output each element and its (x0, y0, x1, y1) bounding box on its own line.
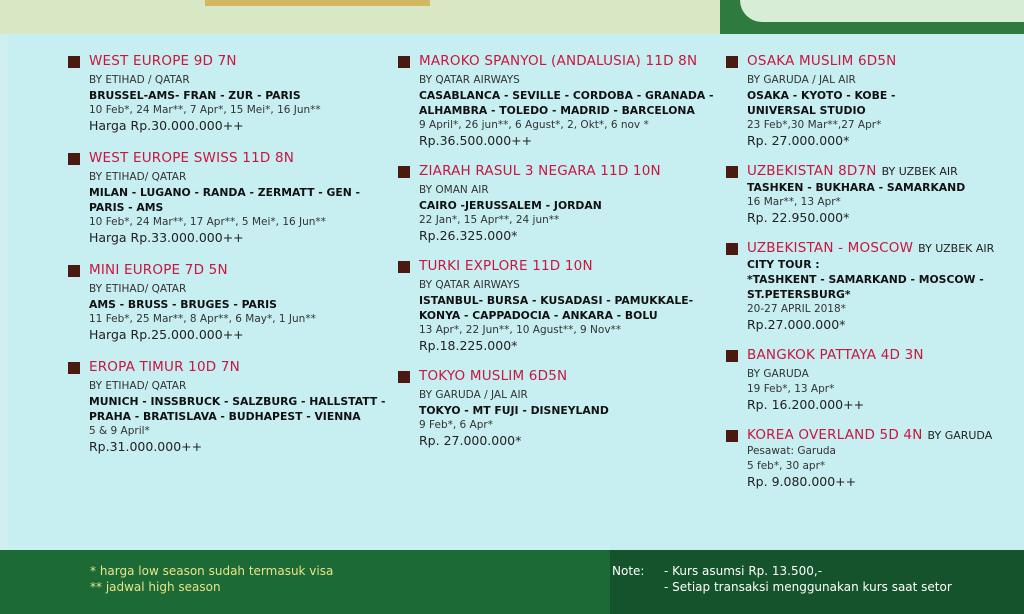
package-price: Rp.26.325.000* (419, 228, 518, 243)
note-line: - Setiap transaksi menggunakan kurs saat setor (664, 580, 952, 594)
package-details (726, 180, 1024, 226)
tour-package (726, 240, 1024, 333)
package-dates-line: 10 Feb*, 24 Mar**, 17 Apr**, 5 Mei*, 16 Jun** (89, 216, 326, 228)
note-lines (664, 563, 952, 595)
package-route-line: TASHKEN - BUKHARA - SAMARKAND (747, 181, 966, 194)
package-route-line: AMS - BRUSS - BRUGES - PARIS (89, 298, 277, 311)
square-bullet-icon (726, 56, 738, 68)
tour-package (726, 163, 1024, 226)
package-name: MAROKO SPANYOL (ANDALUSIA) 11D 8N (419, 53, 698, 69)
package-airline: BY ETIHAD / QATAR (89, 74, 190, 86)
tour-package (726, 53, 1024, 149)
package-price: Rp.36.500.000++ (419, 133, 533, 148)
package-title (68, 359, 388, 376)
package-title (68, 262, 388, 279)
tour-package (726, 347, 1024, 413)
package-name: UZBEKISTAN - MOSCOW (747, 240, 914, 256)
tour-package (398, 258, 718, 354)
package-price: Rp.18.225.000* (419, 338, 518, 353)
square-bullet-icon (68, 362, 80, 374)
package-title (398, 258, 718, 275)
square-bullet-icon (398, 261, 410, 273)
package-route-line: TOKYO - MT FUJI - DISNEYLAND (419, 404, 609, 417)
package-name: ZIARAH RASUL 3 NEGARA 11D 10N (419, 163, 661, 179)
top-decorative-band (0, 0, 1024, 34)
package-airline-inline: BY UZBEK AIR (918, 242, 995, 255)
package-route-line: MILAN - LUGANO - RANDA - ZERMATT - GEN - (89, 186, 361, 199)
package-dates-line: 5 feb*, 30 apr* (747, 460, 826, 472)
package-airline: BY GARUDA / JAL AIR (747, 74, 856, 86)
package-price: Harga Rp.30.000.000++ (89, 118, 244, 133)
package-name: BANGKOK PATTAYA 4D 3N (747, 347, 924, 363)
package-details (726, 367, 1024, 413)
package-airline: BY GARUDA / JAL AIR (419, 389, 528, 401)
tour-package (398, 368, 718, 449)
note (612, 563, 952, 595)
package-name: TURKI EXPLORE 11D 10N (419, 258, 593, 274)
package-dates-line: 9 Feb*, 6 Apr* (419, 419, 493, 431)
package-route-line: PARIS - AMS (89, 201, 164, 214)
package-details (398, 183, 718, 244)
package-airline: BY QATAR AIRWAYS (419, 279, 520, 291)
package-price: Harga Rp.33.000.000++ (89, 230, 244, 245)
square-bullet-icon (68, 265, 80, 277)
square-bullet-icon (726, 166, 738, 178)
package-name: MINI EUROPE 7D 5N (89, 262, 228, 278)
package-details (68, 73, 388, 134)
package-dates-line: 13 Apr*, 22 Jun**, 10 Agust**, 9 Nov** (419, 324, 622, 336)
package-column-3 (726, 53, 1024, 504)
package-details (398, 278, 718, 354)
tour-package (68, 262, 388, 343)
package-price: Rp. 22.950.000* (747, 210, 850, 225)
package-dates-line: 5 & 9 April* (89, 425, 150, 437)
package-price: Rp. 27.000.000* (419, 433, 522, 448)
package-details (726, 257, 1024, 333)
square-bullet-icon (398, 371, 410, 383)
package-price: Rp.27.000.000* (747, 317, 846, 332)
tour-package (68, 53, 388, 134)
package-name: KOREA OVERLAND 5D 4N (747, 427, 923, 443)
note-line: - Kurs asumsi Rp. 13.500,- (664, 564, 823, 578)
package-title (726, 163, 1024, 180)
package-dates-line: 11 Feb*, 25 Mar**, 8 Apr**, 6 May*, 1 Jun** (89, 313, 316, 325)
top-light-curve (740, 0, 1024, 22)
package-dates-line: 10 Feb*, 24 Mar**, 7 Apr*, 15 Mei*, 16 Jun** (89, 104, 321, 116)
package-dates-line: 19 Feb*, 13 Apr* (747, 383, 835, 395)
tour-package (726, 427, 1024, 490)
package-details (726, 444, 1024, 490)
package-route-line: ST.PETERSBURG* (747, 288, 851, 301)
package-dates-line: Pesawat: Garuda (747, 445, 836, 457)
package-route-line: CAIRO -JERUSSALEM - JORDAN (419, 199, 602, 212)
tour-package (398, 163, 718, 244)
square-bullet-icon (726, 243, 738, 255)
package-route-line: CITY TOUR : (747, 258, 820, 271)
tour-package (68, 359, 388, 455)
package-route-line: CASABLANCA - SEVILLE - CORDOBA - GRANADA - (419, 89, 714, 102)
package-name: WEST EUROPE SWISS 11D 8N (89, 150, 295, 166)
package-route-line: OSAKA - KYOTO - KOBE - (747, 89, 896, 102)
package-price: Rp.31.000.000++ (89, 439, 203, 454)
square-bullet-icon (68, 153, 80, 165)
package-title (726, 240, 1024, 257)
package-title (726, 347, 1024, 364)
package-airline: BY GARUDA (747, 368, 809, 380)
package-route-line: PRAHA - BRATISLAVA - BUDHAPEST - VIENNA (89, 410, 361, 423)
package-column-2 (398, 53, 718, 463)
package-airline: BY QATAR AIRWAYS (419, 74, 520, 86)
square-bullet-icon (68, 56, 80, 68)
package-name: OSAKA MUSLIM 6D5N (747, 53, 897, 69)
package-title (726, 53, 1024, 70)
package-details (726, 73, 1024, 149)
square-bullet-icon (398, 166, 410, 178)
tour-package (398, 53, 718, 149)
package-route-line: BRUSSEL-AMS- FRAN - ZUR - PARIS (89, 89, 301, 102)
package-route-line: MUNICH - INSSBRUCK - SALZBURG - HALLSTATT - (89, 395, 386, 408)
package-airline-inline: BY GARUDA (927, 429, 993, 442)
legend (90, 563, 333, 595)
tour-package (68, 150, 388, 246)
package-dates-line: 16 Mar**, 13 Apr* (747, 196, 841, 208)
package-title (398, 163, 718, 180)
square-bullet-icon (398, 56, 410, 68)
package-title (68, 150, 388, 167)
package-route-line: *TASHKENT - SAMARKAND - MOSCOW - (747, 273, 984, 286)
square-bullet-icon (726, 350, 738, 362)
package-price: Harga Rp.25.000.000++ (89, 327, 244, 342)
package-details (68, 282, 388, 343)
package-title (726, 427, 1024, 444)
package-dates-line: 22 Jan*, 15 Apr**, 24 jun** (419, 214, 560, 226)
note-label: Note: (612, 564, 645, 578)
package-details (398, 388, 718, 449)
package-airline: BY ETIHAD/ QATAR (89, 380, 187, 392)
package-price: Rp. 27.000.000* (747, 133, 850, 148)
package-route-line: ISTANBUL- BURSA - KUSADASI - PAMUKKALE- (419, 294, 694, 307)
package-airline: BY ETIHAD/ QATAR (89, 283, 187, 295)
package-name: UZBEKISTAN 8D7N (747, 163, 877, 179)
package-details (398, 73, 718, 149)
package-details (68, 379, 388, 455)
package-airline: BY ETIHAD/ QATAR (89, 171, 187, 183)
package-name: TOKYO MUSLIM 6D5N (419, 368, 568, 384)
package-title (398, 53, 718, 70)
square-bullet-icon (726, 430, 738, 442)
top-gold-accent (205, 0, 430, 6)
package-dates-line: 9 April*, 26 jun**, 6 Agust*, 2, Okt*, 6 nov * (419, 119, 649, 131)
package-details (68, 170, 388, 246)
package-route-line: ALHAMBRA - TOLEDO - MADRID - BARCELONA (419, 104, 695, 117)
package-name: WEST EUROPE 9D 7N (89, 53, 237, 69)
package-title (398, 368, 718, 385)
package-route-line: UNIVERSAL STUDIO (747, 104, 866, 117)
package-airline-inline: BY UZBEK AIR (881, 165, 958, 178)
package-dates-line: 23 Feb*,30 Mar**,27 Apr* (747, 119, 882, 131)
package-airline: BY OMAN AIR (419, 184, 489, 196)
package-dates-line: 20-27 APRIL 2018* (747, 303, 846, 315)
package-price: Rp. 16.200.000++ (747, 397, 865, 412)
legend-low-season: * harga low season sudah termasuk visa (90, 564, 334, 578)
package-route-line: KONYA - CAPPADOCIA - ANKARA - BOLU (419, 309, 658, 322)
package-column-1 (68, 53, 388, 471)
legend-high-season: ** jadwal high season (90, 580, 221, 594)
package-price: Rp. 9.080.000++ (747, 474, 857, 489)
package-title (68, 53, 388, 70)
package-name: EROPA TIMUR 10D 7N (89, 359, 240, 375)
